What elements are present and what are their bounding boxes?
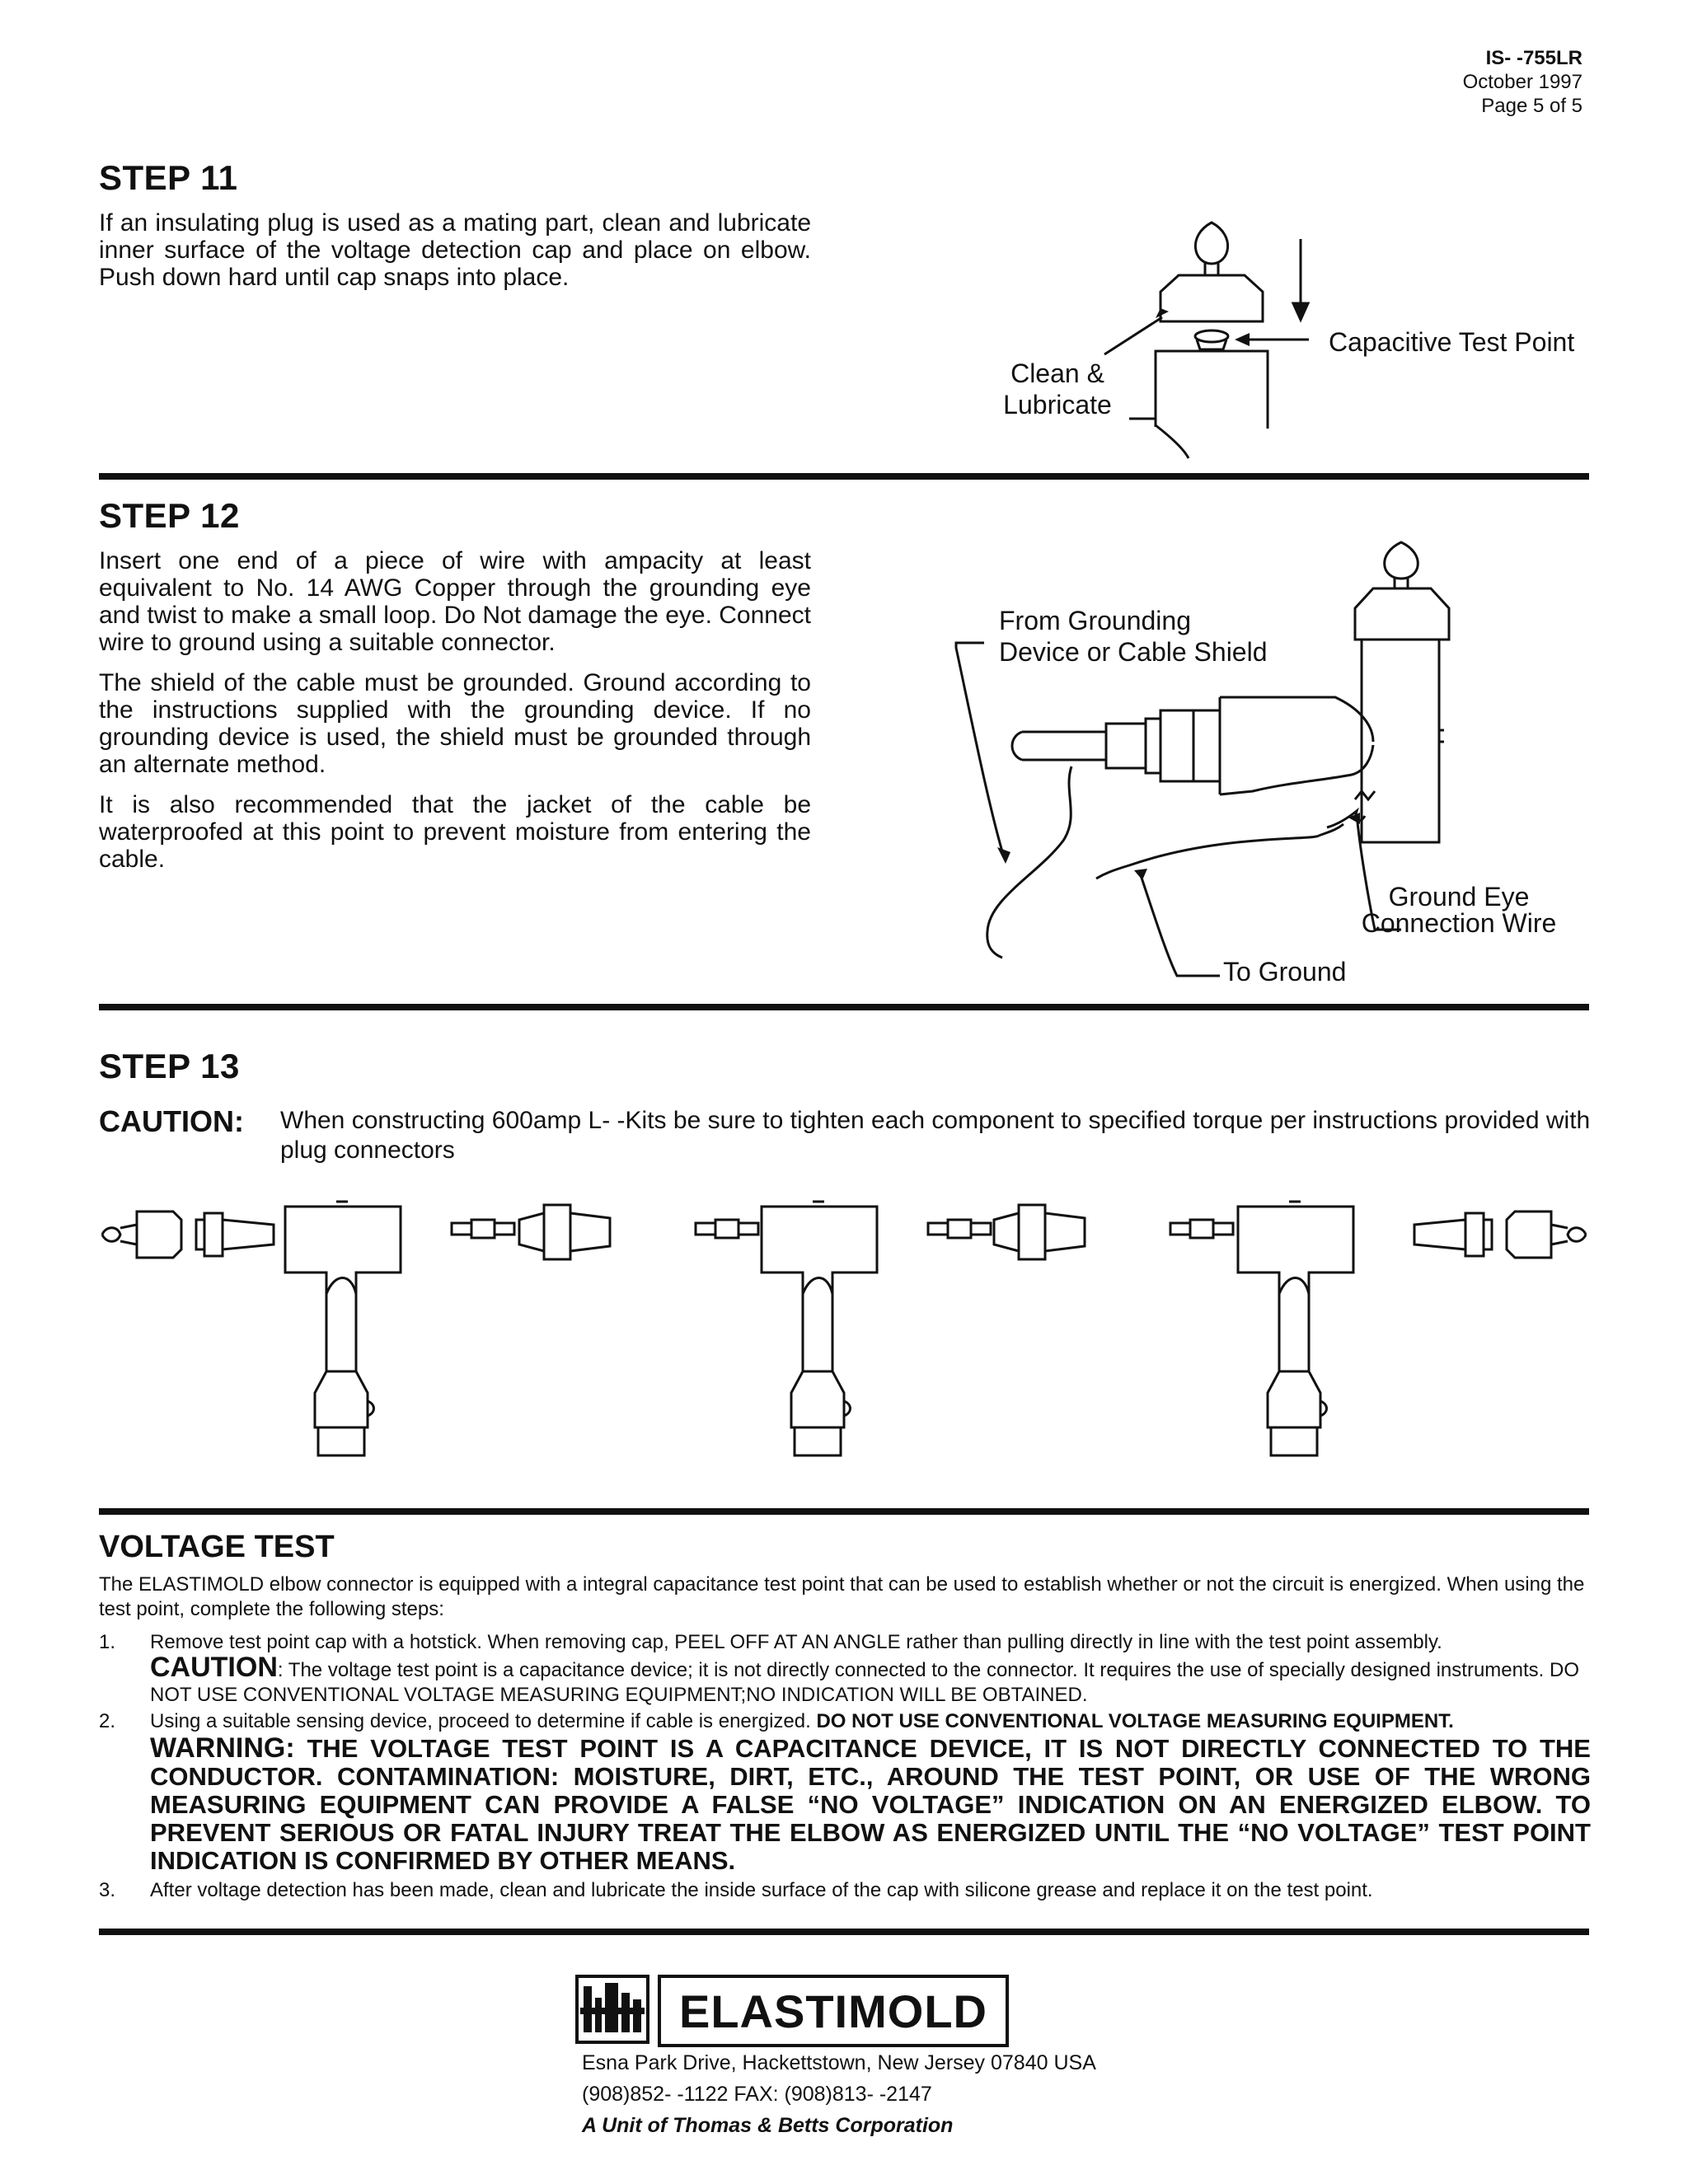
label-clean-line1: Clean & <box>1010 359 1104 388</box>
label-from-line1: From Grounding <box>999 606 1191 635</box>
step-12-para-3: It is also recommended that the jacket of the cable be waterproofed at this point to prevent moisture from entering the cable. <box>99 791 811 873</box>
step-12-body <box>99 547 811 873</box>
step-13-caution-label: CAUTION: <box>99 1104 244 1138</box>
elastimold-logo-icon <box>575 1975 649 2044</box>
bold-instruction: DO NOT USE CONVENTIONAL VOLTAGE MEASURING EQUIPMENT. <box>816 1710 1454 1732</box>
brand-box <box>658 1975 1009 2047</box>
step-number: 1. <box>99 1631 116 1653</box>
label-eye-line1: Ground Eye <box>1388 882 1530 912</box>
step-13-title: STEP 13 <box>99 1047 240 1085</box>
step-12-title: STEP 12 <box>99 496 240 535</box>
brand-name: ELASTIMOLD <box>679 1985 987 2037</box>
voltage-step-1 <box>99 1630 1591 1708</box>
document-header <box>1463 46 1582 118</box>
divider-2 <box>99 1004 1589 1010</box>
label-clean-lubricate <box>996 358 1119 420</box>
divider-4 <box>99 1929 1589 1935</box>
step-12-para-2: The shield of the cable must be grounded. Ground according to the instructions supplied with the grounding device. If no grounding device is used, the shield must be grounded through an alternate method. <box>99 669 811 778</box>
warning-text: THE VOLTAGE TEST POINT IS A CAPACITANCE DEVICE, IT IS NOT DIRECTLY CONNECTED TO THE CONDUCTOR. CONTAMINATION: MOISTURE, DIRT, ETC., AROUND THE TEST POINT, OR USE OF THE WRONG MEASURING EQUIPMENT CAN PROVIDE A FALSE “NO VOLTAGE” INDICATION ON AN ENERGIZED ELBOW. TO PREVENT SERIOUS OR FATAL INJURY TREAT THE ELBOW AS ENERGIZED UNTIL THE “NO VOLTAGE” TEST POINT INDICATION IS CONFIRMED BY OTHER MEANS. <box>150 1734 1591 1875</box>
label-from-grounding <box>999 605 1268 668</box>
voltage-test-intro: The ELASTIMOLD elbow connector is equipped with a integral capacitance test point that can be used to establish whether or not the circuit is energized. When using the test point, complete the following steps: <box>99 1573 1585 1620</box>
divider-3 <box>99 1508 1589 1515</box>
label-capacitive-test-point: Capacitive Test Point <box>1329 327 1575 357</box>
footer-phone: (908)852- -1122 FAX: (908)813- -2147 <box>582 2083 932 2106</box>
step-12-para-1: Insert one end of a piece of wire with ampacity at least equivalent to No. 14 AWG Copper through the grounding eye and twist to make a small loop. Do Not damage the eye. Connect wire to ground using a suitable connector. <box>99 547 811 656</box>
divider-1 <box>99 473 1589 480</box>
label-to-ground: To Ground <box>1223 957 1347 987</box>
step-13-caution-text: When constructing 600amp L- -Kits be sure to tighten each component to specified torque per instructions provided with plug connectors <box>280 1107 1591 1164</box>
step-13-kit-diagram <box>99 1195 1591 1459</box>
voltage-step-3 <box>99 1878 1591 1903</box>
warning-label: WARNING: <box>150 1732 295 1764</box>
step-number: 2. <box>99 1710 116 1732</box>
step-text: After voltage detection has been made, clean and lubricate the inside surface of the cap with silicone grease and replace it on the test point. <box>150 1879 1373 1901</box>
footer-address: Esna Park Drive, Hackettstown, New Jersey 07840 USA <box>582 2051 1096 2074</box>
step-11-text: If an insulating plug is used as a mating part, clean and lubricate inner surface of the voltage detection cap and place on elbow. Push down hard until cap snaps into place. <box>99 209 811 291</box>
step-11-title: STEP 11 <box>99 158 238 197</box>
warning-block <box>150 1734 1591 1875</box>
caution-text: : The voltage test point is a capacitance device; it is not directly connected to the connector. It requires the use of specially designed instruments. DO NOT USE CONVENTIONAL VOLTAGE MEASURING EQUIPMENT;NO INDICATION WILL BE OBTAINED. <box>150 1659 1579 1706</box>
step-number: 3. <box>99 1879 116 1901</box>
step-text: Using a suitable sensing device, proceed to determine if cable is energized. <box>150 1710 811 1732</box>
footer-unit: A Unit of Thomas & Betts Corporation <box>582 2114 954 2137</box>
label-from-line2: Device or Cable Shield <box>999 637 1268 667</box>
caution-label: CAUTION <box>150 1652 278 1683</box>
page-number: Page 5 of 5 <box>1481 95 1582 117</box>
label-eye-line2: Connection Wire <box>1361 908 1557 938</box>
doc-date: October 1997 <box>1462 71 1582 93</box>
doc-number: IS- -755LR <box>1485 47 1582 69</box>
label-clean-line2: Lubricate <box>1003 390 1112 419</box>
voltage-step-2 <box>99 1709 1591 1875</box>
label-ground-eye <box>1352 883 1566 936</box>
footer-address-block <box>582 2047 1096 2141</box>
voltage-test-title: VOLTAGE TEST <box>99 1530 335 1564</box>
voltage-test-steps <box>99 1630 1591 1903</box>
step-text: Remove test point cap with a hotstick. When removing cap, PEEL OFF AT AN ANGLE rather than pulling directly in line with the test point assembly. <box>150 1631 1442 1653</box>
